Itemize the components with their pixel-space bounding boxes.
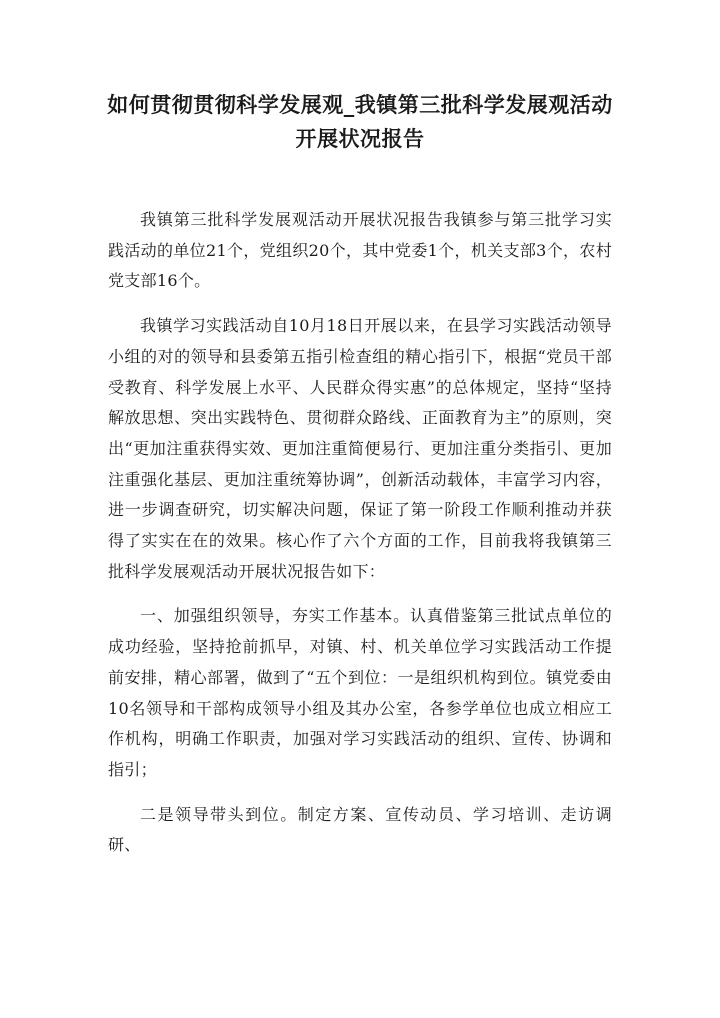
paragraph: 我镇学习实践活动自10月18日开展以来，在县学习实践活动领导小组的对的领导和县委第五指引检查组的精心指引下，根据“党员干部受教育、科学发展上水平、人民群众得实惠”的总体规定，坚持“坚持解放思想、突出实践特色、贯彻群众路线、正面教育为主”的原则，突出“更加注重获得实效、更加注重简便易行、更加注重分类指引、更加注重强化基层、更加注重统筹协调”，创新活动载体，丰富学习内容，进一步调查研究，切实解决问题，保证了第一阶段工作顺利推动并获得了实实在在的效果。核心作了六个方面的工作，目前我将我镇第三批科学发展观活动开展状况报告如下： (108, 316, 612, 581)
document-title: 如何贯彻贯彻科学发展观_我镇第三批科学发展观活动开展状况报告 (107, 92, 613, 151)
paragraph: 二是领导带头到位。制定方案、宣传动员、学习培训、走访调研、 (108, 804, 612, 855)
document-body (108, 205, 612, 875)
paragraph: 一、加强组织领导，夯实工作基本。认真借鉴第三批试点单位的成功经验，坚持抢前抓早，对镇、村、机关单位学习实践活动工作提前安排，精心部署，做到了“五个到位：一是组织机构到位。镇党委由10名领导和干部构成领导小组及其办公室，各参学单位也成立相应工作机构，明确工作职责，加强对学习实践活动的组织、宣传、协调和指引； (108, 606, 612, 779)
paragraph: 我镇第三批科学发展观活动开展状况报告我镇参与第三批学习实践活动的单位21个，党组织20个，其中党委1个，机关支部3个，农村党支部16个。 (108, 210, 612, 291)
